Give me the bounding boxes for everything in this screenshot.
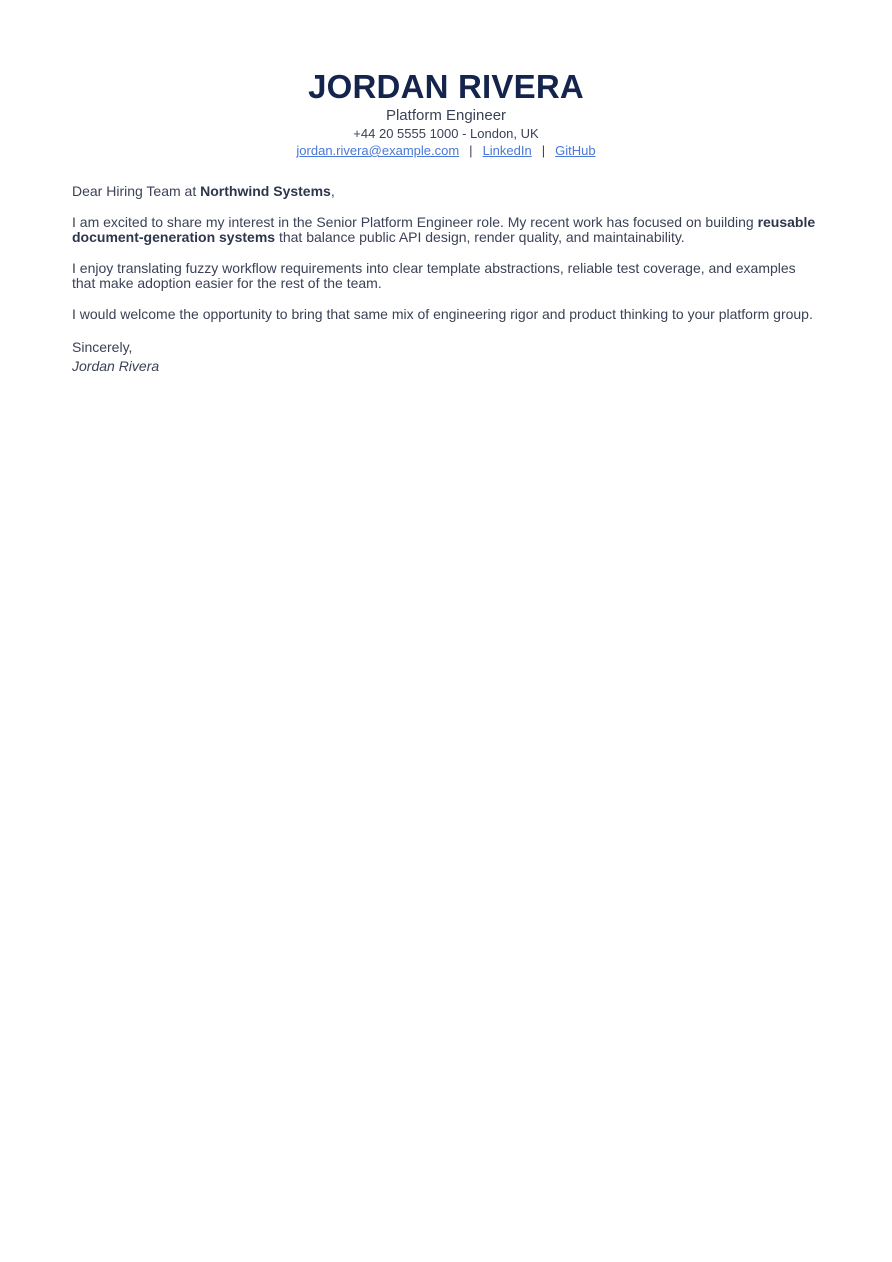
- applicant-title: Platform Engineer: [385, 107, 507, 124]
- github-link[interactable]: GitHub: [555, 143, 596, 158]
- letter-header: [72, 0, 820, 159]
- signature-block: [72, 338, 820, 376]
- salutation-suffix: ,: [330, 183, 335, 199]
- contact-info: +44 20 5555 1000 - London, UK: [353, 126, 539, 141]
- contact-links: [72, 142, 820, 159]
- company-name: Northwind Systems: [200, 183, 331, 199]
- paragraph-2: I enjoy translating fuzzy workflow requirements into clear template abstractions, reliable test coverage, and examples that make adoption easier for the rest of the team.: [72, 260, 796, 291]
- paragraph-3: I would welcome the opportunity to bring that same mix of engineering rigor and product thinking to your platform group.: [72, 306, 813, 322]
- paragraph-1-start: I am excited to share my interest in the Senior Platform Engineer role. My recent work has focused on building: [72, 214, 758, 230]
- paragraph-1-emphasis: reusable document-generation systems: [72, 214, 816, 245]
- paragraph-1-end: that balance public API design, render quality, and maintainability.: [275, 229, 685, 245]
- applicant-name: JORDAN RIVERA: [308, 68, 584, 105]
- email-link[interactable]: jordan.rivera@example.com: [296, 143, 460, 158]
- letter-body: [72, 184, 820, 376]
- paragraph-1: [72, 215, 820, 245]
- signature-name: Jordan Rivera: [72, 358, 160, 374]
- link-separator: |: [469, 143, 473, 158]
- salutation: [72, 184, 820, 199]
- linkedin-link[interactable]: LinkedIn: [482, 143, 532, 158]
- link-separator: |: [541, 143, 546, 158]
- salutation-prefix: Dear Hiring Team at: [72, 183, 201, 199]
- closing: Sincerely,: [72, 339, 133, 355]
